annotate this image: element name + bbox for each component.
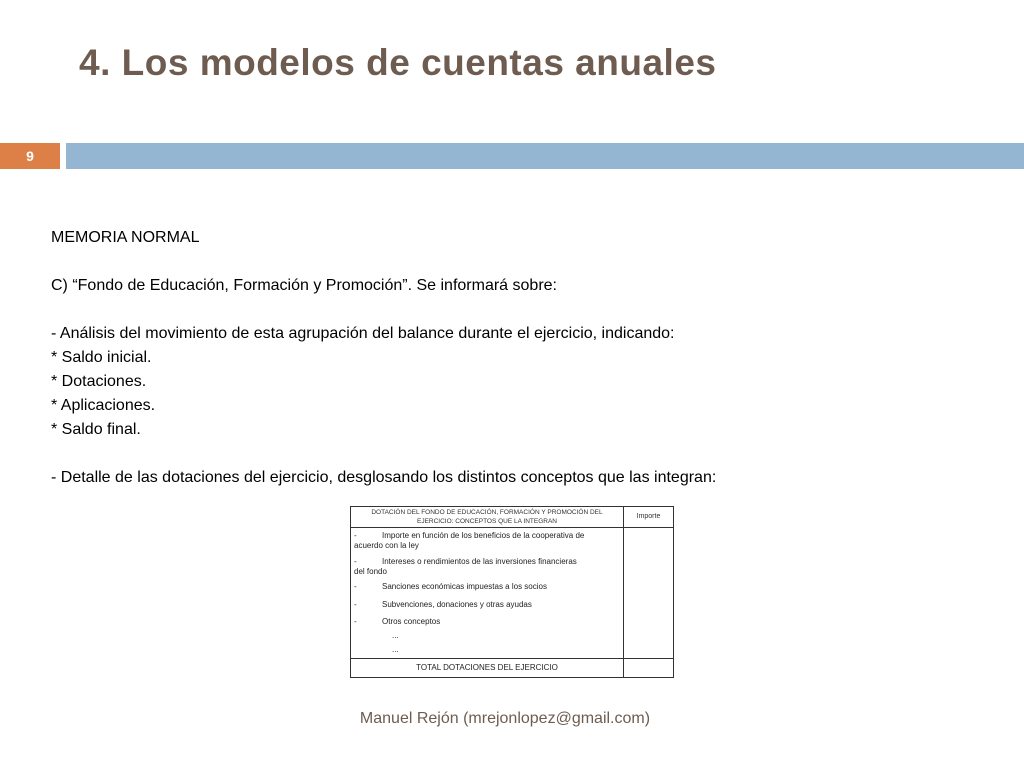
- table-total-row: [351, 658, 673, 677]
- ellipsis-row: ...: [392, 631, 399, 640]
- list-item: * Aplicaciones.: [51, 397, 156, 414]
- section-heading: MEMORIA NORMAL: [51, 229, 200, 246]
- analysis-line: - Análisis del movimiento de esta agrupación del balance durante el ejercicio, indicando:: [51, 325, 675, 342]
- table-row: - Sanciones económicas impuestas a los socios: [354, 582, 547, 591]
- slide-body: [51, 226, 1001, 490]
- table-header-concept: DOTACIÓN DEL FONDO DE EDUCACIÓN, FORMACIÓN Y PROMOCIÓN DEL EJERCICIO: CONCEPTOS QUE LA INTEGRAN: [371, 509, 603, 525]
- detail-line: - Detalle de las dotaciones del ejercicio, desglosando los distintos conceptos que las integran:: [51, 469, 717, 486]
- dotacion-form-table: [350, 506, 674, 678]
- table-row: - Otros conceptos: [354, 617, 441, 626]
- list-item: * Saldo inicial.: [51, 349, 152, 366]
- table-row: - Importe en función de los beneficios de la cooperativa de acuerdo con la ley: [354, 531, 585, 550]
- header-band: [66, 143, 1024, 169]
- ellipsis-row: ...: [392, 645, 399, 654]
- list-item: * Dotaciones.: [51, 373, 147, 390]
- column-divider: [623, 527, 624, 677]
- table-header-amount: Importe: [623, 507, 673, 527]
- total-label: TOTAL DOTACIONES DEL EJERCICIO: [416, 663, 558, 672]
- list-item: * Saldo final.: [51, 421, 141, 438]
- intro-line: C) “Fondo de Educación, Formación y Promoción”. Se informará sobre:: [51, 277, 557, 294]
- slide-title: 4. Los modelos de cuentas anuales: [79, 42, 717, 83]
- table-row: - Subvenciones, donaciones y otras ayudas: [354, 600, 532, 609]
- footer-author: Manuel Rejón (mrejonlopez@gmail.com): [359, 710, 651, 727]
- table-row: - Intereses o rendimientos de las inversiones financieras del fondo: [354, 557, 577, 576]
- table-header: [351, 507, 673, 528]
- slide-number-badge: 9: [0, 143, 60, 169]
